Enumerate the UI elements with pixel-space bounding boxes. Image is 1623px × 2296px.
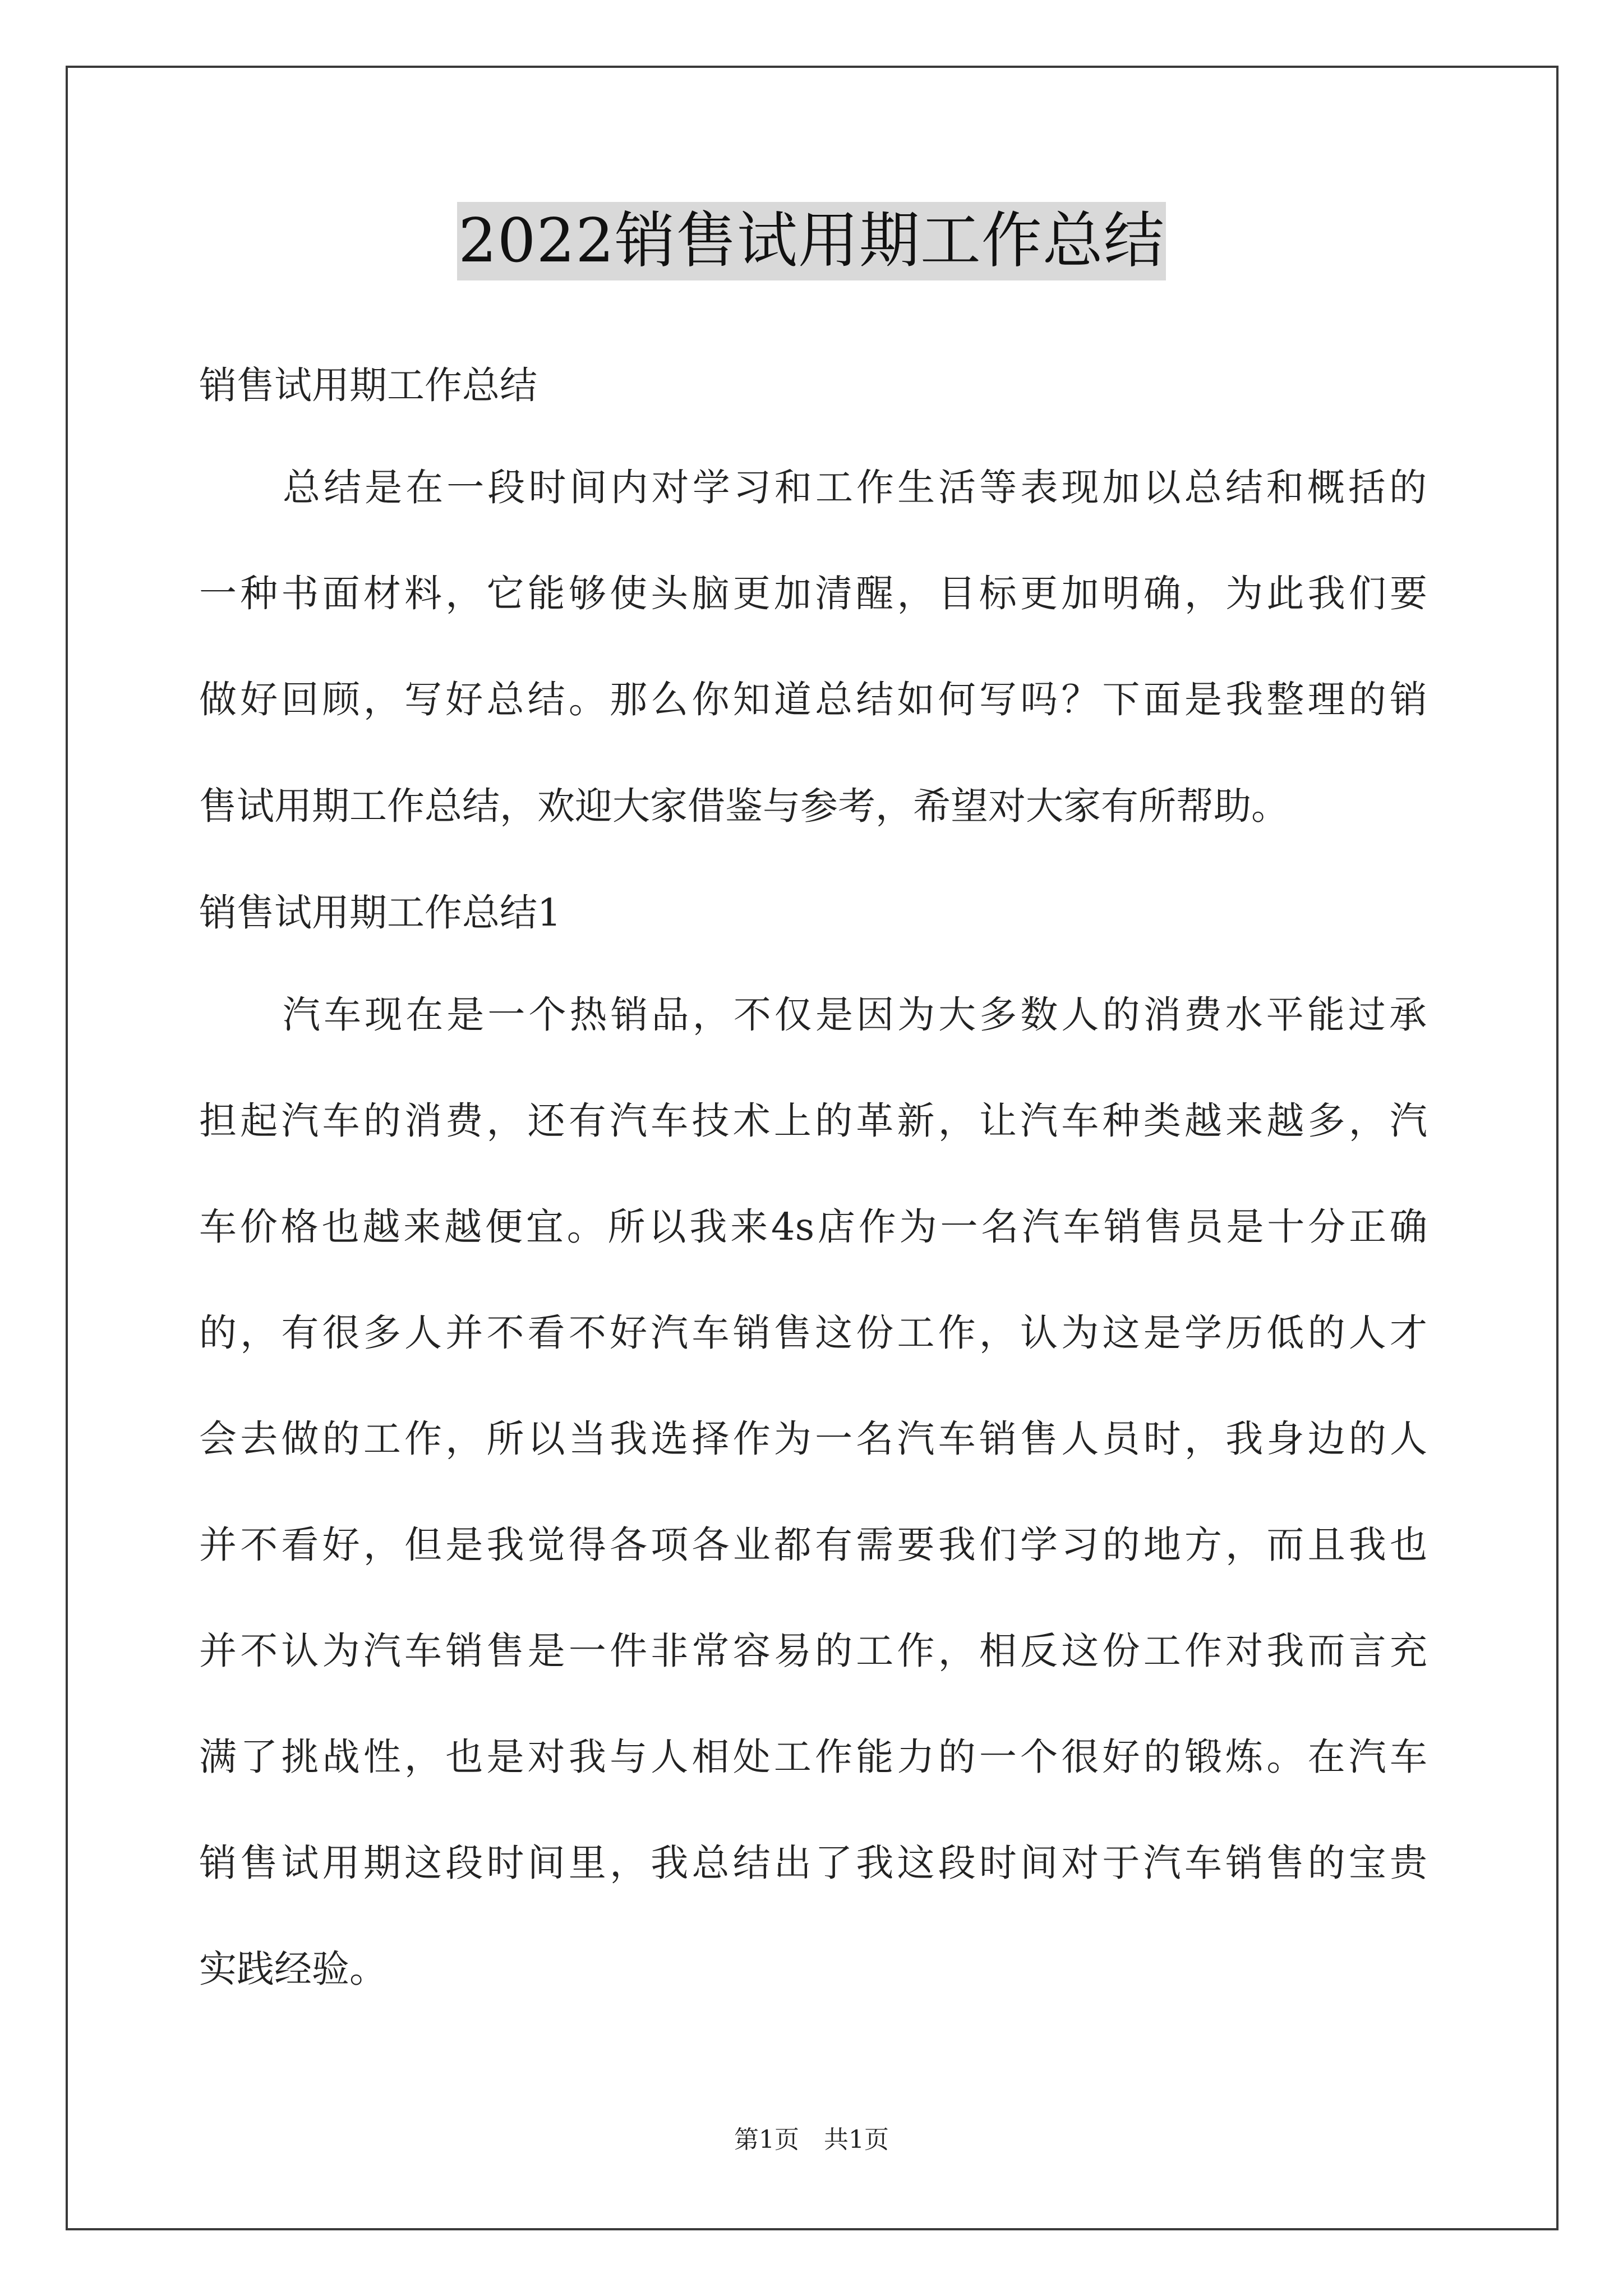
title-container <box>0 202 1623 280</box>
paragraph-line: 总结是在一段时间内对学习和工作生活等表现加以总结和概括的 <box>283 466 1427 509</box>
paragraph-line: 担起汽车的消费，还有汽车技术上的革新，让汽车种类越来越多，汽 <box>199 1099 1427 1143</box>
paragraph-line: 售试用期工作总结，欢迎大家借鉴与参考，希望对大家有所帮助。 <box>199 784 1289 828</box>
page-number: 第1页 共1页 <box>734 2125 889 2154</box>
paragraph-line: 的，有很多人并不看不好汽车销售这份工作，认为这是学历低的人才 <box>199 1311 1427 1355</box>
paragraph-line: 汽车现在是一个热销品，不仅是因为大多数人的消费水平能过承 <box>283 993 1427 1037</box>
section-heading: 销售试用期工作总结1 <box>199 891 561 935</box>
paragraph-line: 销售试用期这段时间里，我总结出了我这段时间对于汽车销售的宝贵 <box>199 1841 1427 1885</box>
paragraph-line: 车价格也越来越便宜。所以我来4s店作为一名汽车销售员是十分正确 <box>199 1205 1427 1249</box>
section-heading: 销售试用期工作总结 <box>199 364 537 407</box>
paragraph-line: 并不看好，但是我觉得各项各业都有需要我们学习的地方，而且我也 <box>199 1523 1427 1567</box>
paragraph-line: 会去做的工作，所以当我选择作为一名汽车销售人员时，我身边的人 <box>199 1417 1427 1461</box>
paragraph-line: 实践经验。 <box>199 1947 387 1991</box>
paragraph-line: 一种书面材料，它能够使头脑更加清醒，目标更加明确，为此我们要 <box>199 572 1427 615</box>
document-title: 2022销售试用期工作总结 <box>457 202 1166 280</box>
paragraph-line: 满了挑战性，也是对我与人相处工作能力的一个很好的锻炼。在汽车 <box>199 1735 1427 1779</box>
paragraph-line: 做好回顾，写好总结。那么你知道总结如何写吗？下面是我整理的销 <box>199 678 1427 721</box>
paragraph-line: 并不认为汽车销售是一件非常容易的工作，相反这份工作对我而言充 <box>199 1629 1427 1673</box>
